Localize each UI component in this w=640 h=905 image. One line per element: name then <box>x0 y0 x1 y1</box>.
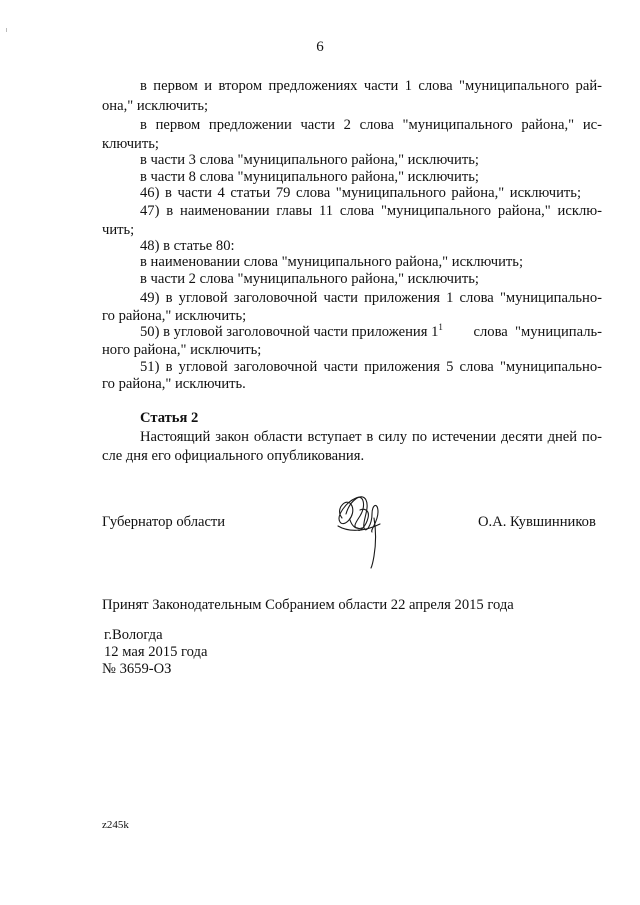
body-line: в первом и втором предложениях части 1 слова "муниципального рай- <box>140 78 602 94</box>
handwritten-signature <box>330 488 386 570</box>
body-line-part: 50) в угловой заголовочной части приложения 1 <box>140 324 439 340</box>
superscript: 1 <box>438 322 443 332</box>
margin-mark <box>6 28 7 32</box>
adoption-text: Принят Законодательным Собранием области 22 апреля 2015 года <box>102 597 514 613</box>
body-line: в части 3 слова "муниципального района," исключить; <box>140 152 479 168</box>
law-number: № 3659-ОЗ <box>102 661 172 677</box>
body-line: в части 8 слова "муниципального района," исключить; <box>140 169 479 185</box>
body-line: 51) в угловой заголовочной части приложения 5 слова "муниципально- <box>140 359 602 375</box>
body-line: в части 2 слова "муниципального района," исключить; <box>140 271 479 287</box>
page-number: 6 <box>316 39 324 55</box>
body-line-part: слова "муниципаль- <box>469 324 602 340</box>
body-line: ключить; <box>102 136 159 152</box>
body-line-with-superscript <box>140 322 602 342</box>
governor-name: О.А. Кувшинников <box>478 514 596 530</box>
article-text: сле дня его официального опубликования. <box>102 448 365 464</box>
body-line: 49) в угловой заголовочной части приложения 1 слова "муниципально- <box>140 290 602 306</box>
body-line: 46) в части 4 статьи 79 слова "муниципального района," исключить; <box>140 185 581 201</box>
body-line: го района," исключить; <box>102 308 247 324</box>
body-line: 47) в наименовании главы 11 слова "муниципального района," исклю- <box>140 203 602 219</box>
body-line: го района," исключить. <box>102 376 246 392</box>
body-line: она," исключить; <box>102 98 209 114</box>
body-line: чить; <box>102 222 135 238</box>
article-heading: Статья 2 <box>140 410 199 426</box>
footer-code: z245k <box>102 819 129 831</box>
article-text: Настоящий закон области вступает в силу по истечении десяти дней по- <box>140 429 602 445</box>
body-line: в первом предложении части 2 слова "муниципального района," ис- <box>140 117 602 133</box>
position-title: Губернатор области <box>102 514 226 530</box>
body-line: ного района," исключить; <box>102 342 262 358</box>
city: г.Вологда <box>104 627 163 643</box>
body-line: 48) в статье 80: <box>140 238 235 254</box>
law-date: 12 мая 2015 года <box>104 644 208 660</box>
body-line: в наименовании слова "муниципального района," исключить; <box>140 254 524 270</box>
